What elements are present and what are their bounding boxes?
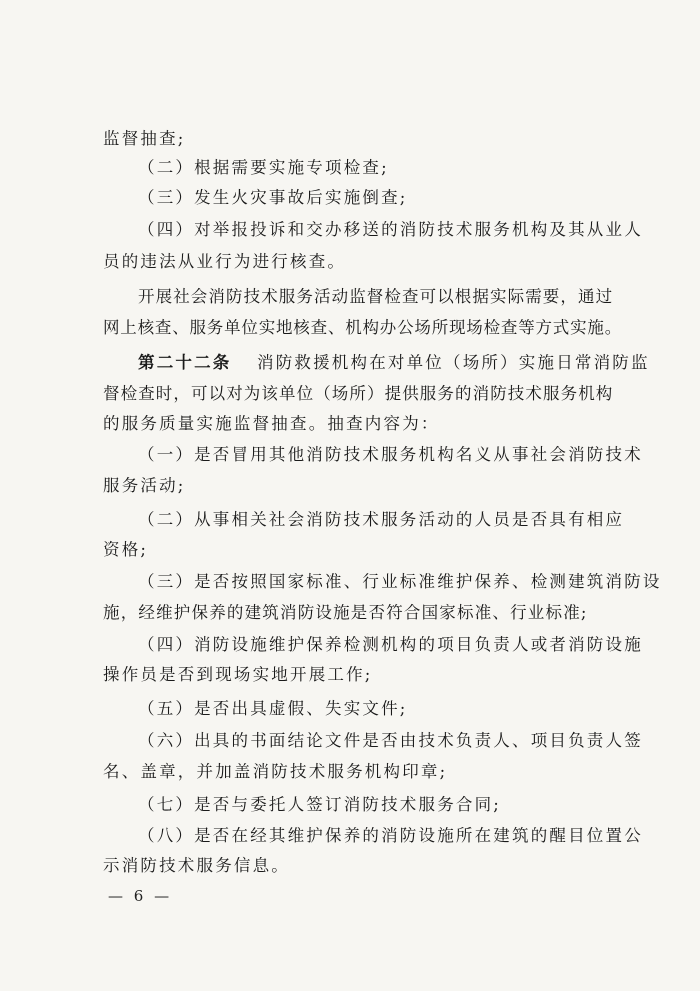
text-line: 消防救援机构在对单位（场所）实施日常消防监 [257, 353, 650, 372]
page-number: — 6 — [108, 887, 173, 905]
text-line: （六）出具的书面结论文件是否由技术负责人、项目负责人签 [138, 731, 643, 750]
text-line: （三）发生火灾事故后实施倒查; [138, 188, 408, 207]
text-line: 名、盖章，并加盖消防技术服务机构印章; [103, 762, 448, 781]
text-line: （五）是否出具虚假、失实文件; [138, 699, 408, 718]
text-line: （四）对举报投诉和交办移送的消防技术服务机构及其从业人 [138, 220, 643, 239]
text-line: 监督抽查; [103, 129, 186, 148]
text-line: （四）消防设施维护保养检测机构的项目负责人或者消防设施 [138, 635, 643, 654]
article-heading: 第二十二条 [138, 353, 232, 372]
text-line: 施，经维护保养的建筑消防设施是否符合国家标准、行业标准; [103, 603, 588, 622]
text-line: （七）是否与委托人签订消防技术服务合同; [138, 795, 502, 814]
text-line: 服务活动; [103, 476, 186, 495]
text-line: （二）从事相关社会消防技术服务活动的人员是否具有相应 [138, 510, 625, 529]
text-line: 网上核查、服务单位实地核查、机构办公场所现场检查等方式实施。 [103, 318, 622, 337]
text-line: （一）是否冒用其他消防技术服务机构名义从事社会消防技术 [138, 445, 643, 464]
text-line: （八）是否在经其维护保养的消防设施所在建筑的醒目位置公 [138, 826, 643, 845]
text-line: （二）根据需要实施专项检查; [138, 158, 389, 177]
text-line: 开展社会消防技术服务活动监督检查可以根据实际需要，通过 [138, 287, 614, 306]
text-line: 员的违法从业行为进行核查。 [103, 252, 347, 271]
text-line: 资格; [103, 540, 149, 559]
text-line: 督检查时，可以对为该单位（场所）提供服务的消防技术服务机构 [103, 384, 614, 403]
text-line: （三）是否按照国家标准、行业标准维护保养、检测建筑消防设 [138, 572, 662, 591]
text-line: 操作员是否到现场实地开展工作; [103, 665, 373, 684]
text-line: 示消防技术服务信息。 [103, 856, 290, 875]
text-line: 的服务质量实施监督抽查。抽查内容为： [103, 414, 440, 433]
